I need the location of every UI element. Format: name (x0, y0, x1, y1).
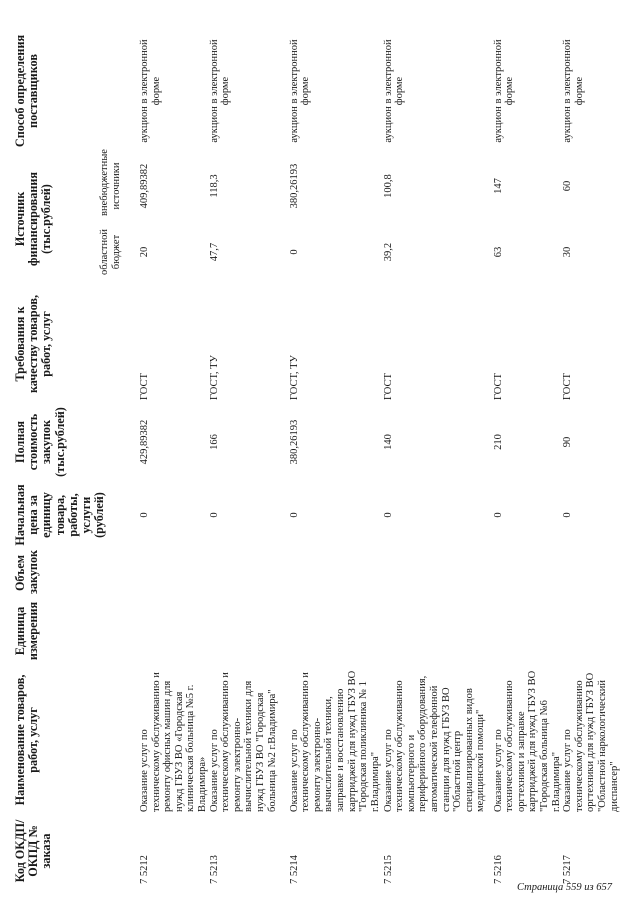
row-funding-extra: 118,3 (208, 174, 220, 198)
row-volume (562, 549, 628, 597)
header-total: Полная стоимость закупок (тыс.рублей) (13, 407, 67, 477)
table-row (209, 29, 289, 887)
row-code: 7 5214 (288, 855, 300, 884)
row-name: Оказание услуг по техническому обслуживанию и ремонту электронно-вычислительной техники для нужд ГБУЗ ВО "Городская больница №2 г.Владимира" (208, 672, 278, 812)
row-unit (139, 597, 209, 665)
row-method: аукцион в электронной форме (492, 39, 516, 143)
row-total: 90 (562, 436, 574, 448)
procurement-table (12, 29, 628, 887)
row-volume (493, 549, 563, 597)
table-row (139, 29, 209, 887)
row-volume (139, 549, 209, 597)
row-requirements: ГОСТ (139, 373, 150, 400)
row-unit (562, 597, 628, 665)
row-code: 7 5217 (562, 855, 574, 884)
row-name: Оказание услуг по техническому обслуживанию оргтехники и заправке картриджей для нужд ГБУЗ ВО "Городская больница №6 г.Владимира" (492, 670, 562, 812)
row-funding-regional: 47,7 (208, 242, 220, 262)
row-total: 140 (382, 434, 394, 450)
table-body (139, 29, 628, 887)
row-method: аукцион в электронной форме (208, 39, 232, 143)
row-funding-regional: 20 (139, 246, 150, 258)
row-requirements: ГОСТ (492, 373, 504, 400)
row-name: Оказание услуг по техническому обслуживанию оргтехники для нужд ГБУЗ ВО "Областной наркологический диспансер" (562, 672, 620, 812)
header-funding-regional: областной бюджет (99, 229, 122, 275)
row-volume (383, 549, 493, 597)
row-unit (383, 597, 493, 665)
header-funding: Источник финансирования (тыс.рублей) (13, 172, 54, 266)
row-funding-extra: 147 (492, 178, 504, 194)
row-total: 429,89382 (139, 419, 150, 465)
row-requirements: ГОСТ (562, 373, 574, 400)
row-unit (209, 597, 289, 665)
header-name: Наименование товаров, работ, услуг (13, 674, 41, 806)
table-row (289, 29, 383, 887)
row-funding-regional: 39,2 (382, 242, 394, 262)
row-total: 166 (208, 434, 220, 450)
header-method: Способ определения поставщиков (13, 34, 41, 148)
row-price: 0 (492, 512, 504, 518)
row-funding-extra: 409,89382 (139, 163, 150, 209)
row-unit (289, 597, 383, 665)
row-name: Оказание услуг по техническому обслуживанию компьютерного и периферийного оборудования, автоматической телефонной станции для нужд ГБУЗ ВО "Областной центр специализированных видов медицинской помощи" (382, 675, 487, 812)
row-unit (493, 597, 563, 665)
header-volume: Объем закупок (13, 549, 41, 594)
row-total: 380,26193 (288, 419, 300, 465)
row-method: аукцион в электронной форме (139, 39, 162, 143)
page-footer: Страница 559 из 657 (516, 882, 612, 893)
row-method: аукцион в электронной форме (382, 39, 406, 143)
row-method: аукцион в электронной форме (288, 39, 312, 143)
row-requirements: ГОСТ, ТУ (288, 355, 300, 400)
row-price: 0 (288, 512, 300, 518)
row-funding-regional: 63 (492, 246, 504, 258)
row-total: 210 (492, 434, 504, 450)
row-price: 0 (382, 512, 394, 518)
header-requirements: Требования к качеству товаров, работ, услуг (13, 294, 54, 394)
row-price: 0 (562, 512, 574, 518)
row-volume (209, 549, 289, 597)
table-row (493, 29, 563, 887)
row-price: 0 (139, 512, 150, 518)
row-code: 7 5216 (492, 855, 504, 884)
row-code: 7 5215 (382, 855, 394, 884)
row-name: Оказание услуг по техническому обслуживанию и ремонту электронно-вычислительной техники, заправке и восстановлению картриджей для нужд ГБУЗ ВО "Городская поликлиника № 1 г.Владимира" (288, 670, 381, 812)
row-method: аукцион в электронной форме (562, 39, 585, 143)
row-requirements: ГОСТ (382, 373, 394, 400)
header-code: Код ОКДП/ ОКПД № заказа (13, 819, 54, 883)
table-row (383, 29, 493, 887)
row-code: 7 5212 (139, 855, 150, 884)
row-funding-extra: 60 (562, 180, 574, 192)
row-funding-regional: 30 (562, 246, 574, 258)
row-name: Оказание услуг по техническому обслуживанию и ремонту офисных машин для нужд ГБУЗ ВО «Городская клиническая больница №5 г. Владимира» (139, 672, 208, 812)
row-volume (289, 549, 383, 597)
row-funding-regional: 0 (288, 249, 300, 255)
header-funding-extra: внебюджетные источники (99, 149, 122, 216)
header-price: Начальная цена за единицу товара, работы, услуги (рублей) (13, 484, 107, 546)
row-price: 0 (208, 512, 220, 518)
row-funding-extra: 380,26193 (288, 163, 300, 209)
row-code: 7 5213 (208, 855, 220, 884)
header-unit: Единица измерения (13, 601, 41, 661)
table-row (562, 29, 628, 887)
row-funding-extra: 100,8 (382, 174, 394, 198)
row-requirements: ГОСТ, ТУ (208, 355, 220, 400)
